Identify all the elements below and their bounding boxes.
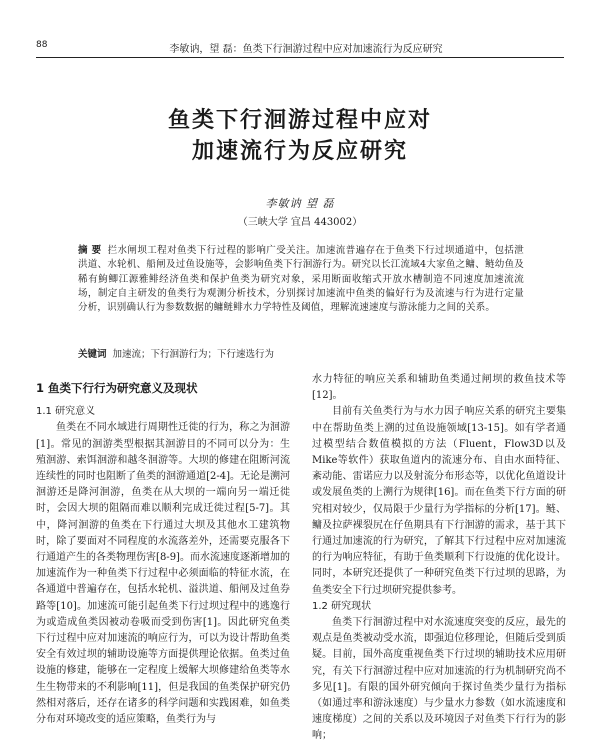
title-line-2: 加速流行为反应研究 xyxy=(191,139,408,164)
affiliation: （三峡大学 宜昌 443002） xyxy=(237,217,363,228)
title-line-1: 鱼类下行洄游过程中应对 xyxy=(167,108,432,133)
page-number: 88 xyxy=(36,40,48,50)
subsection-heading-1-2: 1.2 研究现状 xyxy=(312,600,372,612)
body-paragraph: 水力特征的响应关系和辅助鱼类通过闸坝的救鱼技术等[12]。 xyxy=(312,374,566,402)
abstract-text: 拦水闸坝工程对鱼类下行过程的影响广受关注。加速流普遍存在于鱼类下行过坝通道中，包括泄洪道、水轮机、船闸及过鱼设施等，会影响鱼类下行洄游行为。研究以长江流域4大家鱼之鳙、鲢幼鱼及稀有鮈鲫江源雅鲱经济鱼类和保护鱼类为研究对象，采用断面收缩式开放水槽制造不同速度加速流流场，制定自主研发的鱼类行为观测分析技术，分别探讨加速流中鱼类的偏好行为及流速与行为进行定量分析，识别确认行为参数数据的鳙鲢鲱水力学特性及阈值，理解流速速度与游泳能力之间的关系。 xyxy=(78,245,524,314)
authors: 李敏讷 望 磊 xyxy=(265,197,335,210)
body-paragraph: 鱼类下行洄游过程中对水流速度突变的反应，最先的观点是鱼类被动受水流，即强迫位移理论，但随后受到质疑。目前，国外高度重视鱼类下行过坝的辅助技术应用研究，有关下行洄游过程中应对加速流的行为机制研究尚不多见[1]。有限的国外研究倾向于探讨鱼类少量行为指标（如通过率和游泳速度）与少量水力参数（如水流速度和速度梯度）之间的关系以及环境因子对鱼类下行行为的影响； xyxy=(312,617,566,742)
section-heading: 1 鱼类下行行为研究意义及现状 xyxy=(36,381,198,395)
subsection-heading-1-1: 1.1 研究意义 xyxy=(36,406,96,418)
right-column xyxy=(312,372,566,745)
keywords-text: 加速流；下行洄游行为；下行速选行为 xyxy=(112,349,275,360)
abstract-label: 摘 要 xyxy=(78,245,102,256)
header-rule xyxy=(36,57,564,58)
running-title: 李敏讷，望 磊：鱼类下行洄游过程中应对加速流行为反应研究 xyxy=(169,44,443,55)
abstract xyxy=(78,244,524,315)
running-header xyxy=(36,40,576,54)
left-column xyxy=(36,372,290,728)
body-paragraph: 目前有关鱼类行为与水力因子响应关系的研究主要集中在帮助鱼类上溯的过鱼设施领域[13-15]。如有学者通过模型结合数值模拟的方法（Fluent，Flow3D以及Mike等软件）获取鱼道内的流速分布、自由水面特征、紊动能、雷诺应力以及射流分布形态等，以优化鱼道设计或发展鱼类的上溯行为规律[16]。而在鱼类下行方面的研究相对较少，仅局限于少量行为学指标的分析[17]。鲢、鳙及拉萨裸裂尻在仔鱼期具有下行洄游的需求，基于其下行通过加速流的行为研究，了解其下行过程中应对加速流的行为响应特征，有助于鱼类顺利下行设施的优化设计。同时，本研究还提供了一种研究鱼类下行过坝的思路，为鱼类安全下行过坝研究提供参考。 xyxy=(312,406,566,596)
body-paragraph: 鱼类在不同水域进行周期性迁徙的行为，称之为洄游[1]。常见的洄游类型根据其洄游目的不同可以分为：生殖洄游、索饵洄游和越冬洄游等。大坝的修建在阻断河流连续性的同时也阻断了鱼类的洄游通道[2-4]。无论是溯河洄游还是降河洄游，鱼类在从大坝的一端向另一端迁徙时，会因大坝的阻隔而难以顺利完成迁徙过程[5-7]。其中，降河洄游的鱼类在下行通过大坝及其他水工建筑物时，除了要面对不同程度的水流落差外，还需要克服各下行通道产生的各类物理伤害[8-9]。而水流速度逐渐增加的加速流作为一种鱼类下行过程中必须面临的特征水流，在各通道中普遍存在，包括水轮机、溢洪道、船闸及过鱼券路等[10]。加速流可能引起鱼类下行过坝过程中的逃逸行为或造成鱼类因被动卷吸而受到伤害[1]。因此研究鱼类下行过程中应对加速流的响应行为，可以为设计帮助鱼类安全有效过坝的辅助设施等方面提供理论依据。鱼类过鱼设施的修建，能够在一定程度上缓解大坝修建给鱼类等水生生物带来的不利影响[11]，但是我国的鱼类保护研究仍然相对落后，还存在诸多的科学问题和实践困难，如鱼类分布对环境改变的适应策略，鱼类行为与 xyxy=(36,422,290,726)
article-title xyxy=(0,105,600,167)
keywords xyxy=(78,346,524,360)
keywords-label: 关键词 xyxy=(78,349,107,360)
